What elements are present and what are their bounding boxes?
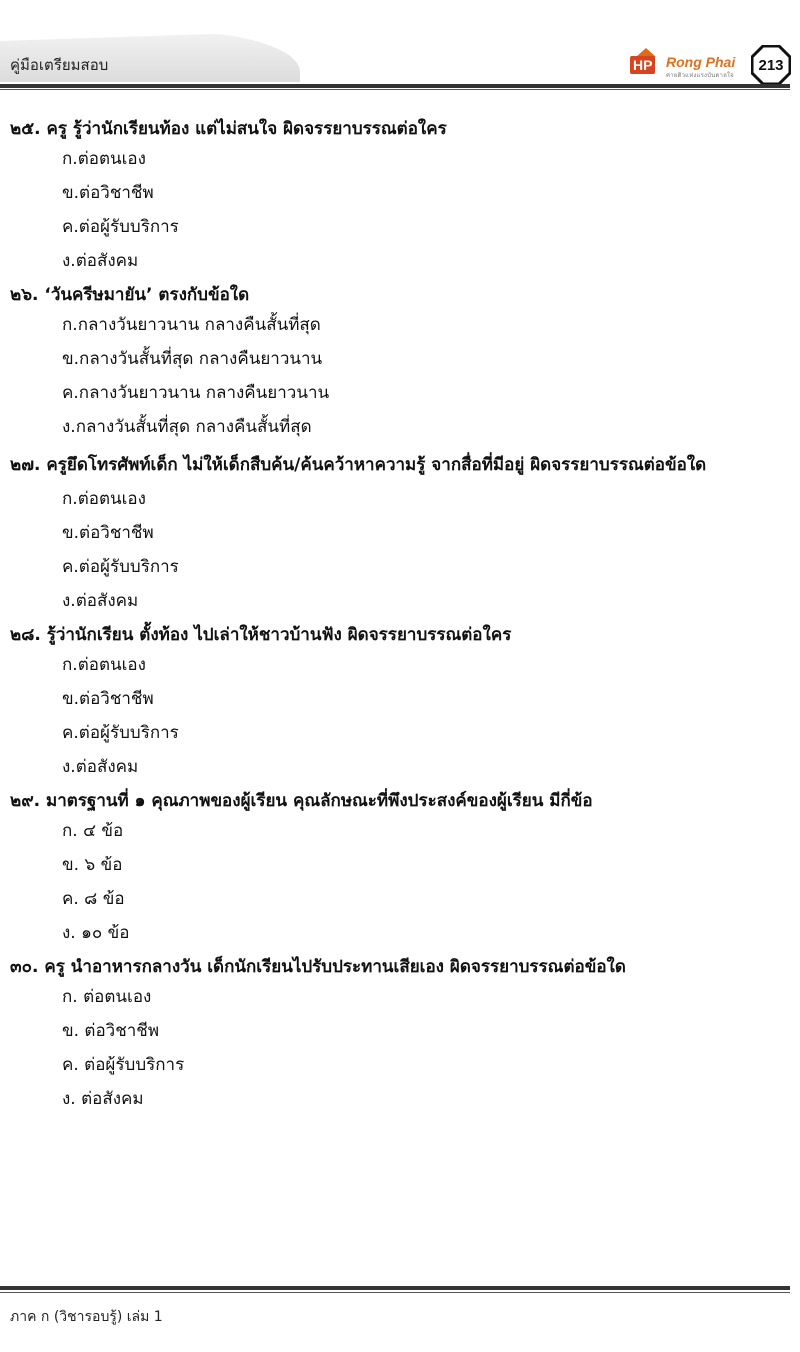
option: ค. ต่อผู้รับบริการ	[62, 1055, 185, 1075]
option-list	[62, 814, 790, 950]
footer-text: ภาค ก (วิชารอบรู้) เล่ม 1	[10, 1309, 163, 1325]
option: ค. ๘ ข้อ	[62, 889, 125, 909]
option: ก. ต่อตนเอง	[62, 987, 152, 1007]
option-list	[62, 980, 790, 1116]
logo-mark: HP	[630, 56, 655, 74]
option: ก.ต่อตนเอง	[62, 149, 146, 169]
question-28	[10, 622, 790, 784]
question-29	[10, 788, 790, 950]
option: ง.กลางวันสั้นที่สุด กลางคืนสั้นที่สุด	[62, 417, 312, 437]
option: ก.ต่อตนเอง	[62, 489, 146, 509]
footer-divider-thin	[0, 1292, 790, 1293]
option-list	[62, 308, 790, 444]
question-text: ๒๘. รู้ว่านักเรียน ตั้งท้อง ไปเล่าให้ชาวบ้านฟัง ผิดจรรยาบรรณต่อใคร	[10, 625, 512, 645]
question-text: ๓๐. ครู นำอาหารกลางวัน เด็กนักเรียนไปรับประทานเสียเอง ผิดจรรยาบรรณต่อข้อใด	[10, 957, 626, 977]
option: ง. ต่อสังคม	[62, 1089, 144, 1109]
question-list	[10, 112, 790, 1116]
logo-name: Rong Phai	[666, 54, 736, 70]
header-divider	[0, 84, 790, 88]
option: ข. ๖ ข้อ	[62, 855, 123, 875]
header-title: คู่มือเตรียมสอบ	[10, 56, 109, 74]
option: ก.กลางวันยาวนาน กลางคืนสั้นที่สุด	[62, 315, 321, 335]
option: ข.กลางวันสั้นที่สุด กลางคืนยาวนาน	[62, 349, 323, 369]
question-30	[10, 954, 790, 1116]
page-number: 213	[758, 56, 784, 74]
option: ง.ต่อสังคม	[62, 757, 139, 777]
header-divider-thin	[0, 89, 790, 90]
option: ง. ๑๐ ข้อ	[62, 923, 130, 943]
option: ค.ต่อผู้รับบริการ	[62, 557, 179, 577]
option-list	[62, 482, 790, 618]
question-27	[10, 448, 790, 618]
question-text: ๒๗. ครูยึดโทรศัพท์เด็ก ไม่ให้เด็กสืบค้น/ค้นคว้าหาความรู้ จากสื่อที่มีอยู่ ผิดจรรยาบรรณต่อข้อใด	[10, 455, 707, 475]
option: ข.ต่อวิชาชีพ	[62, 183, 154, 203]
logo-tagline: ค่ายติวแห่งแรงบันดาลใจ	[666, 72, 734, 79]
question-26	[10, 282, 790, 444]
option: ง.ต่อสังคม	[62, 251, 139, 271]
publisher-logo	[630, 50, 750, 80]
footer-divider	[0, 1286, 790, 1290]
question-text: ๒๕. ครู รู้ว่านักเรียนท้อง แต่ไม่สนใจ ผิดจรรยาบรรณต่อใคร	[10, 119, 447, 139]
option: ข.ต่อวิชาชีพ	[62, 523, 154, 543]
option: ค.ต่อผู้รับบริการ	[62, 723, 179, 743]
option: ง.ต่อสังคม	[62, 591, 139, 611]
option: ค.กลางวันยาวนาน กลางคืนยาวนาน	[62, 383, 330, 403]
option: ก. ๔ ข้อ	[62, 821, 124, 841]
option-list	[62, 648, 790, 784]
option: ค.ต่อผู้รับบริการ	[62, 217, 179, 237]
question-25	[10, 116, 790, 278]
option-list	[62, 142, 790, 278]
question-text: ๒๙. มาตรฐานที่ ๑ คุณภาพของผู้เรียน คุณลักษณะที่พึงประสงค์ของผู้เรียน มีกี่ข้อ	[10, 791, 593, 811]
option: ข.ต่อวิชาชีพ	[62, 689, 154, 709]
page-number-badge	[751, 45, 791, 85]
option: ข. ต่อวิชาชีพ	[62, 1021, 160, 1041]
option: ก.ต่อตนเอง	[62, 655, 146, 675]
question-text: ๒๖. ‘วันครีษมายัน’ ตรงกับข้อใด	[10, 285, 250, 305]
